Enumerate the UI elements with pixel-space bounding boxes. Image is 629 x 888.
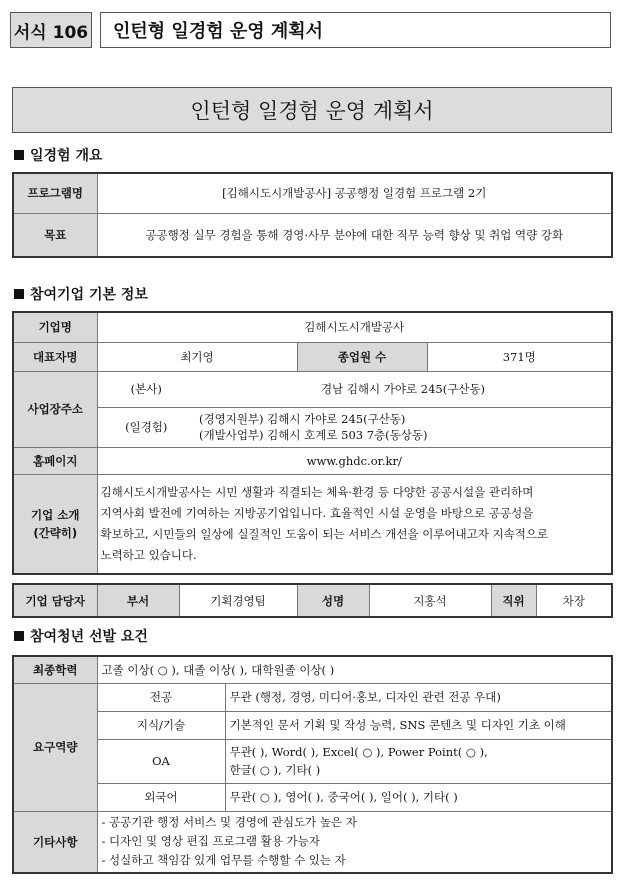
language-value: 무관( ○ ), 영어( ), 중국어( ), 일어( ), 기타( ) xyxy=(225,783,612,811)
name-label: 성명 xyxy=(297,584,369,617)
square-bullet-icon xyxy=(14,631,24,641)
company-name-value: 김해시도시개발공사 xyxy=(97,312,612,342)
company-intro-text: 김해시도시개발공사는 시민 생활과 직결되는 체육·환경 등 다양한 공공시설을 관리하며 지역사회 발전에 기여하는 지방공기업입니다. 효율적인 시설 운영을 바탕으로 공공성을 확보하고, 시민들의 일상에 실질적인 도움이 되는 서비스 개선을 이루어내고자 지속적으로 노력하고 있습니다. xyxy=(97,474,612,574)
square-bullet-icon xyxy=(14,289,24,299)
department-value: 기획경영팀 xyxy=(179,584,297,617)
major-label: 전공 xyxy=(97,683,225,711)
etc-value: - 공공기관 행정 서비스 및 경영에 관심도가 높은 자 - 디자인 및 영상 편집 프로그램 활용 가능자 - 성실하고 책임감 있게 업무를 수행할 수 있는 자 xyxy=(97,811,612,873)
address-label: 사업장주소 xyxy=(13,371,97,447)
work-site-label: (일경험) xyxy=(97,407,195,447)
skill-label: 지식/기술 xyxy=(97,711,225,739)
work-site-address: (경영지원부) 김해시 가야로 245(구산동) (개발사업부) 김해시 호계로 503 7층(동상동) xyxy=(195,407,612,447)
employees-label: 종업원 수 xyxy=(297,342,427,371)
program-name-value: [김해시도시개발공사] 공공행정 일경험 프로그램 2기 xyxy=(97,173,612,213)
skill-value: 기본적인 문서 기획 및 작성 능력, SNS 콘텐츠 및 디자인 기초 이해 xyxy=(225,711,612,739)
position-value: 차장 xyxy=(536,584,612,617)
goal-value: 공공행정 실무 경험을 통해 경영·사무 분야에 대한 직무 능력 향상 및 취업 역량 강화 xyxy=(97,213,612,257)
competency-label: 요구역량 xyxy=(13,683,97,811)
square-bullet-icon xyxy=(14,150,24,160)
contact-table xyxy=(12,583,613,618)
employees-value: 371명 xyxy=(427,342,612,371)
company-intro-label: 기업 소개 (간략히) xyxy=(13,474,97,574)
hq-address: 경남 김해시 가야로 245(구산동) xyxy=(195,371,612,407)
section-heading-overview: 일경험 개요 xyxy=(14,145,103,165)
oa-label: OA xyxy=(97,739,225,783)
etc-label: 기타사항 xyxy=(13,811,97,873)
homepage-label: 홈페이지 xyxy=(13,447,97,474)
contact-label: 기업 담당자 xyxy=(13,584,97,617)
requirements-table xyxy=(12,655,613,874)
hq-label: (본사) xyxy=(97,371,195,407)
form-number-badge: 서식 106 xyxy=(10,12,92,48)
overview-table xyxy=(12,172,613,258)
homepage-value: www.ghdc.or.kr/ xyxy=(97,447,612,474)
ceo-label: 대표자명 xyxy=(13,342,97,371)
header-title: 인턴형 일경험 운영 계획서 xyxy=(100,12,611,48)
oa-value: 무관( ), Word( ), Excel( ○ ), Power Point( ○ ), 한글( ○ ), 기타( ) xyxy=(225,739,612,783)
education-label: 최종학력 xyxy=(13,656,97,683)
section-heading-company: 참여기업 기본 정보 xyxy=(14,284,148,304)
document-title: 인턴형 일경험 운영 계획서 xyxy=(12,87,612,133)
education-value: 고졸 이상( ○ ), 대졸 이상( ), 대학원졸 이상( ) xyxy=(97,656,612,683)
department-label: 부서 xyxy=(97,584,179,617)
ceo-value: 최기영 xyxy=(97,342,297,371)
goal-label: 목표 xyxy=(13,213,97,257)
section-heading-requirements: 참여청년 선발 요건 xyxy=(14,626,148,646)
company-info-table xyxy=(12,311,613,575)
language-label: 외국어 xyxy=(97,783,225,811)
company-name-label: 기업명 xyxy=(13,312,97,342)
major-value: 무관 (행정, 경영, 미디어·홍보, 디자인 관련 전공 우대) xyxy=(225,683,612,711)
program-name-label: 프로그램명 xyxy=(13,173,97,213)
position-label: 직위 xyxy=(491,584,536,617)
name-value: 지홍석 xyxy=(369,584,491,617)
